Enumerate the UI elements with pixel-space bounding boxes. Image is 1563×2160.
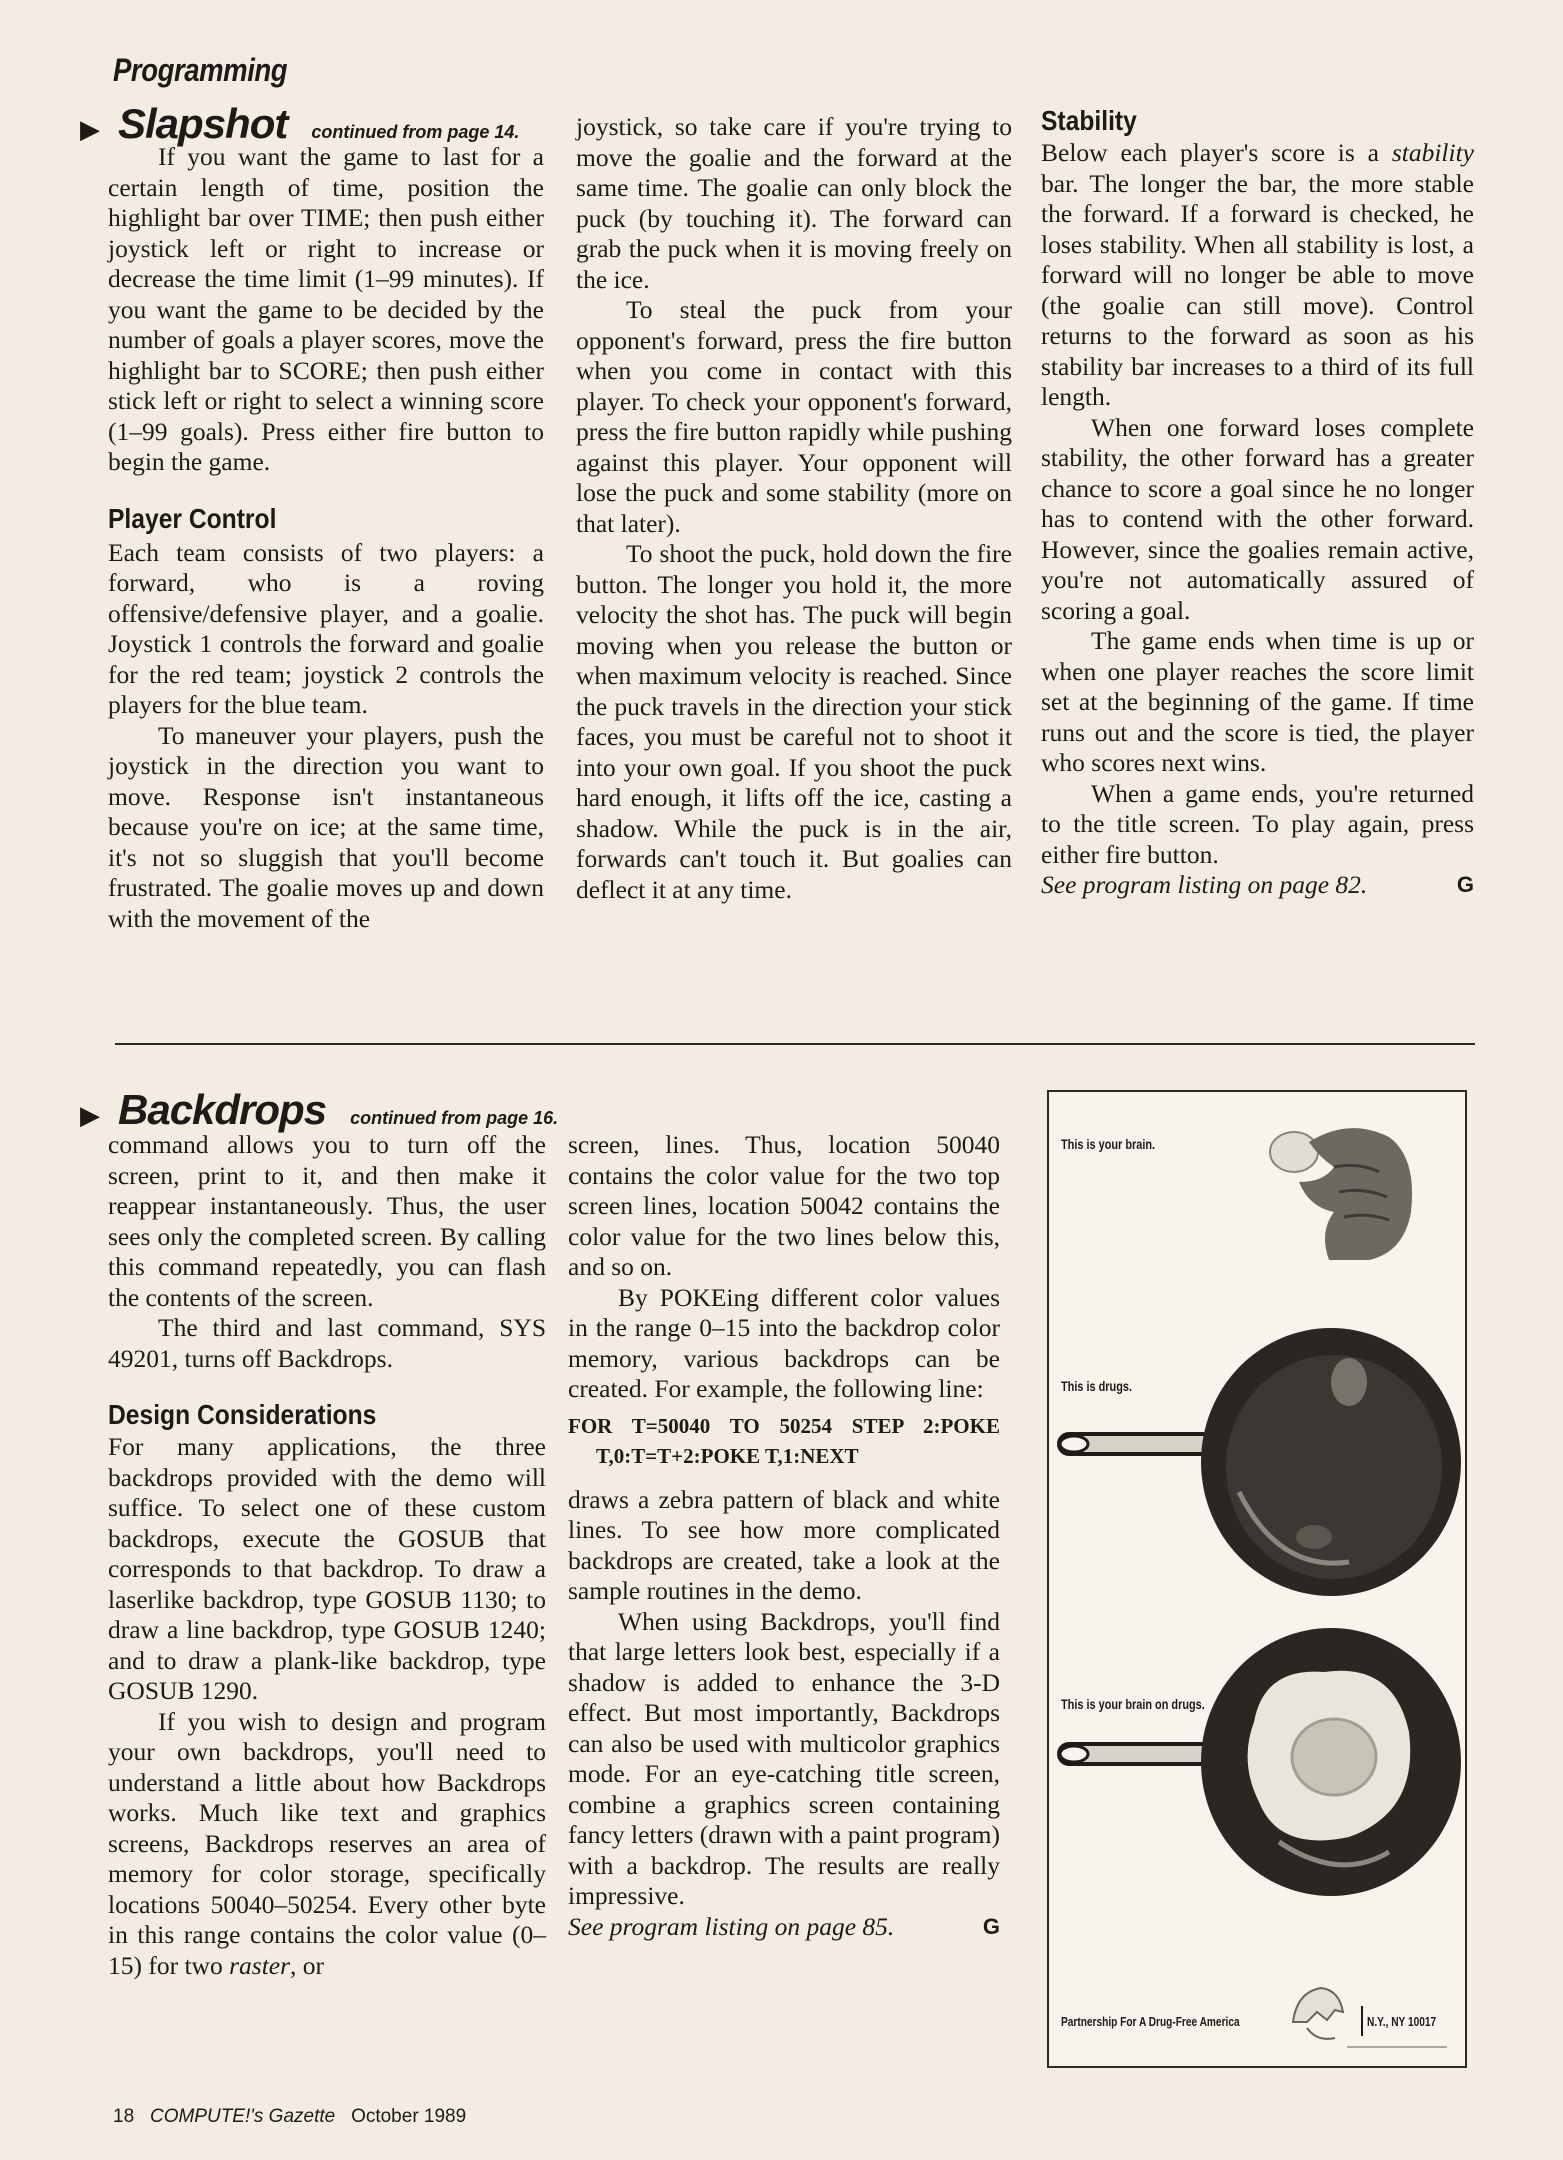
paragraph: To steal the puck from your opponent's forward, press the fire button when you come in contact with this player. To check your opponent's forward, press the fire button rapidly while pushing against this player. Your opponent will lose the puck and some stability (more on that later).: [576, 295, 1012, 538]
hand-holding-egg-image: [1239, 1112, 1419, 1262]
paragraph: To shoot the puck, hold down the fire button. The longer you hold it, the more velocity the shot has. The puck will begin moving when you release the button or when maximum velocity is reached. Since the puck travels in the direction your stick faces, you must be careful not to shoot it into your own goal. If you shoot the puck hard enough, it lifts off the ice, casting a shadow. While the puck is in the air, forwards can't touch it. But goalies can deflect it at any time.: [576, 539, 1012, 904]
magazine-name: COMPUTE!'s Gazette: [149, 2106, 336, 2127]
paragraph: command allows you to turn off the screen, print to it, and then make it reappear instantaneously. Thus, the user sees only the completed screen. By calling this command repeatedly, you can flash the contents of the screen.: [108, 1130, 546, 1312]
paragraph: draws a zebra pattern of black and white lines. To see how more complicated backdrops are created, take a look at the sample routines in the demo.: [568, 1484, 1000, 1605]
backdrops-continued: continued from page 16.: [350, 1108, 559, 1128]
paragraph: The third and last command, SYS 49201, turns off Backdrops.: [108, 1313, 546, 1373]
frying-pan-image: [1049, 1322, 1465, 1602]
cracked-egg-shell-image: [1287, 1982, 1351, 2048]
backdrops-title: Backdrops: [118, 1086, 327, 1133]
ad-location: N.Y., NY 10017: [1367, 2014, 1437, 2029]
paragraph: To maneuver your players, push the joystick in the direction you want to move. Response isn't instantaneous because you're on ice; at the same time, it's not so sluggish that you'll become frustrated. The goalie moves up and down with the movement of the: [108, 720, 544, 933]
drug-free-ad: [1047, 1090, 1467, 2068]
page-footer: [113, 2106, 466, 2128]
paragraph: When one forward loses complete stability, the other forward has a greater chance to score a goal since he no longer has to contend with the other forward. However, since the goalies remain active, you're not automatically assured of scoring a goal.: [1041, 412, 1474, 625]
paragraph: Each team consists of two players: a forward, who is a roving offensive/defensive player, and a goalie. Joystick 1 controls the forward and goalie for the red team; joystick 2 controls the players for the blue team.: [108, 537, 544, 719]
issue-date: October 1989: [351, 2106, 467, 2127]
listing-ref: See program listing on page 82.: [1041, 870, 1368, 899]
end-mark: G: [1456, 872, 1474, 897]
ad-caption-brain-on-drugs: This is your brain on drugs.: [1061, 1696, 1205, 1712]
slapshot-header: [80, 100, 519, 148]
arrow-right-icon: ▶: [80, 115, 100, 145]
paragraph: screen, lines. Thus, location 50040 contains the color value for the two top screen lines, location 50042 contains the color value for the two lines below this, and so on.: [568, 1130, 1000, 1281]
paragraph: If you wish to design and program your own backdrops, you'll need to understand a little about how Backdrops works. Much like text and graphics screens, Backdrops reserves an area of memory for color storage, specifically locations 50040–50254. Every other byte in this range contains the color value (0–15) for two raster, or: [108, 1706, 546, 1980]
code-listing: FOR T=50040 TO 50254 STEP 2:POKE T,0:T=T+2:POKE T,1:NEXT: [568, 1413, 1000, 1468]
frying-egg-image: [1049, 1612, 1465, 1912]
paragraph: The game ends when time is up or when one player reaches the score limit set at the beginning of the game. If time runs out and the score is tied, the player who scores next wins.: [1041, 626, 1474, 777]
slapshot-title: Slapshot: [118, 100, 288, 147]
paragraph: When a game ends, you're returned to the title screen. To play again, press either fire button.: [1041, 778, 1474, 869]
section-label: Programming: [113, 52, 288, 88]
end-mark: G: [982, 1913, 1000, 1939]
slapshot-column-3: [1041, 104, 1474, 901]
slapshot-continued: continued from page 14.: [311, 122, 520, 142]
paragraph: When using Backdrops, you'll find that large letters look best, especially if a shadow is added to enhance the 3-D effect. But most importantly, Backdrops can also be used with multicolor graphics mode. For an eye-catching title screen, combine a graphics screen containing fancy letters (drawn with a paint program) with a backdrop. The results are really impressive.: [568, 1606, 1000, 1910]
slapshot-column-2: [576, 112, 1012, 905]
ad-sponsor: Partnership For A Drug-Free America: [1061, 2014, 1240, 2029]
ad-divider: [1361, 2006, 1363, 2036]
page-number: 18: [113, 2106, 135, 2127]
section-divider: [115, 1043, 1475, 1045]
player-control-heading: Player Control: [108, 502, 277, 534]
paragraph: For many applications, the three backdrops provided with the demo will suffice. To select one of these custom backdrops, execute the GOSUB that corresponds to that backdrop. To draw a laserlike backdrop, type GOSUB 1130; to draw a line backdrop, type GOSUB 1240; and to draw a plank-like backdrop, type GOSUB 1290.: [108, 1432, 546, 1705]
program-listing: [1041, 870, 1474, 901]
ad-caption-drugs: This is drugs.: [1061, 1378, 1132, 1394]
ad-fine-print: [1347, 2046, 1447, 2048]
program-listing: [568, 1912, 1000, 1943]
paragraph: If you want the game to last for a certain length of time, position the highlight bar over TIME; then push either joystick left or right to increase or decrease the time limit (1–99 minutes). If you want the game to be decided by the number of goals a player scores, move the highlight bar to SCORE; then push either stick left or right to select a winning score (1–99 goals). Press either fire button to begin the game.: [108, 142, 544, 476]
backdrops-column-2: [568, 1130, 1000, 1942]
slapshot-column-1: [108, 142, 544, 934]
design-heading: Design Considerations: [108, 1399, 377, 1430]
ad-caption-brain: This is your brain.: [1061, 1136, 1156, 1152]
arrow-right-icon: ▶: [80, 1101, 100, 1131]
listing-ref: See program listing on page 85.: [568, 1911, 895, 1941]
backdrops-header: [80, 1086, 558, 1134]
paragraph: Below each player's score is a stability bar. The longer the bar, the more stable the forward. If a forward is checked, he loses stability. When all stability is lost, a forward will no longer be able to move (the goalie can still move). Control returns to the forward as soon as his stability bar increases to a third of its full length.: [1041, 138, 1474, 411]
backdrops-column-1: [108, 1130, 546, 1981]
paragraph: By POKEing different color values in the range 0–15 into the backdrop color memory, various backdrops can be created. For example, the following line:: [568, 1282, 1000, 1403]
stability-heading: Stability: [1041, 105, 1137, 136]
paragraph: joystick, so take care if you're trying to move the goalie and the forward at the same time. The goalie can only block the puck (by touching it). The forward can grab the puck when it is moving freely on the ice.: [576, 112, 1012, 294]
